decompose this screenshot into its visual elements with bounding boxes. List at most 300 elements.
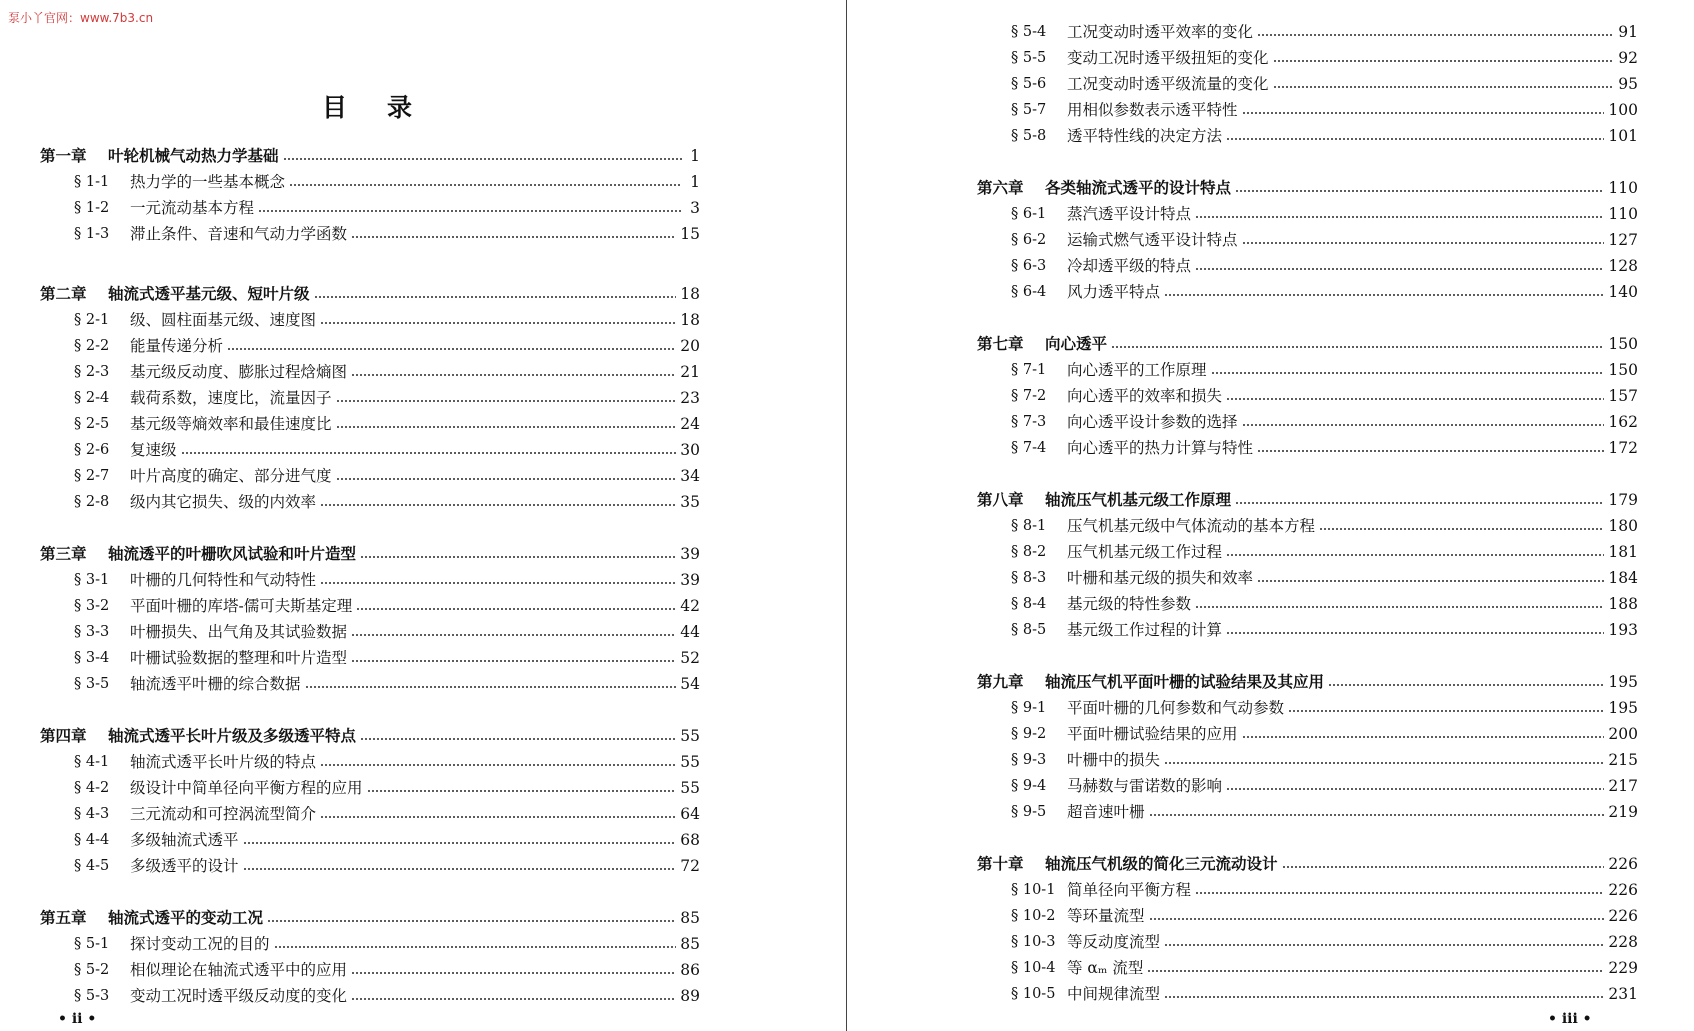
chapter-number: 第八章 — [977, 490, 1024, 509]
page-number: 128 — [1608, 257, 1638, 275]
section-title: 级设计中简单径向平衡方程的应用 — [130, 779, 363, 797]
page-number: 140 — [1608, 283, 1638, 301]
section-number: § 6-2 — [1011, 232, 1047, 248]
chapter-title: 轴流压气机基元级工作原理 — [1045, 490, 1232, 509]
page-number: 64 — [680, 805, 700, 823]
dot-leader — [1257, 34, 1614, 36]
section-title: 基元级的特性参数 — [1067, 595, 1192, 613]
section-title: 一元流动基本方程 — [130, 199, 255, 217]
section-title: 蒸汽透平设计特点 — [1067, 205, 1192, 223]
dot-leader — [1149, 918, 1605, 920]
entry-label — [74, 388, 332, 408]
chapter-number: 第五章 — [40, 908, 87, 927]
dot-leader — [360, 738, 676, 740]
toc-section-entry — [1011, 282, 1638, 302]
left-page — [0, 0, 845, 1031]
toc-section-entry — [1011, 48, 1638, 68]
entry-label — [1011, 932, 1160, 952]
watermark-text: 泵小丫官网：www.7b3.cn — [8, 11, 154, 25]
chapter-title: 轴流压气机平面叶栅的试验结果及其应用 — [1045, 672, 1325, 691]
toc-section-entry — [1011, 516, 1638, 536]
entry-label — [74, 752, 316, 772]
section-number: § 2-2 — [74, 338, 110, 354]
dot-leader — [314, 296, 677, 298]
page-number: 101 — [1608, 127, 1638, 145]
toc-section-entry — [1011, 568, 1638, 588]
toc-section-entry — [74, 856, 700, 876]
entry-label — [74, 224, 347, 244]
section-number: § 2-1 — [74, 312, 110, 328]
toc-section-entry — [1011, 438, 1638, 458]
section-title: 叶栅和基元级的损失和效率 — [1067, 569, 1254, 587]
entry-label — [74, 960, 347, 980]
toc-section-entry — [74, 622, 700, 642]
page-number: 231 — [1608, 985, 1638, 1003]
section-number: § 3-2 — [74, 598, 110, 614]
chapter-number: 第三章 — [40, 544, 87, 563]
page-number: 39 — [680, 571, 700, 589]
section-title: 能量传递分析 — [130, 337, 224, 355]
section-number: § 1-2 — [74, 200, 110, 216]
toc-section-entry — [1011, 698, 1638, 718]
dot-leader — [283, 158, 682, 160]
dot-leader — [1257, 580, 1604, 582]
section-title: 向心透平的效率和损失 — [1067, 387, 1223, 405]
toc-section-entry — [1011, 802, 1638, 822]
entry-label — [1011, 568, 1253, 588]
page-number: 179 — [1608, 491, 1638, 509]
section-title: 叶栅试验数据的整理和叶片造型 — [130, 649, 348, 667]
dot-leader — [1195, 606, 1604, 608]
dot-leader — [320, 504, 676, 506]
toc-section-entry — [74, 960, 700, 980]
chapter-number: 第六章 — [977, 178, 1024, 197]
section-title: 中间规律流型 — [1067, 985, 1161, 1003]
chapter-number: 第二章 — [40, 284, 87, 303]
toc-section-entry — [74, 674, 700, 694]
page-number: 52 — [680, 649, 700, 667]
entry-label — [1011, 126, 1222, 146]
section-number: § 7-2 — [1011, 388, 1047, 404]
toc-section-entry — [1011, 984, 1638, 1004]
section-number: § 4-5 — [74, 858, 110, 874]
section-number: § 8-5 — [1011, 622, 1047, 638]
page-number: 3 — [690, 199, 700, 217]
dot-leader — [1319, 528, 1604, 530]
section-title: 三元流动和可控涡流型简介 — [130, 805, 317, 823]
page-number: 42 — [680, 597, 700, 615]
toc-section-entry — [74, 310, 700, 330]
page-number: 215 — [1608, 751, 1638, 769]
page-number: 85 — [680, 935, 700, 953]
entry-label — [1011, 620, 1222, 640]
entry-label — [1011, 516, 1315, 536]
section-title: 透平特性线的决定方法 — [1067, 127, 1223, 145]
toc-section-entry — [1011, 412, 1638, 432]
section-number: § 7-4 — [1011, 440, 1047, 456]
dot-leader — [351, 972, 676, 974]
dot-leader — [1242, 424, 1605, 426]
dot-leader — [1226, 138, 1604, 140]
section-number: § 5-3 — [74, 988, 110, 1004]
section-title: 平面叶栅的几何参数和气动参数 — [1067, 699, 1285, 717]
section-number: § 6-3 — [1011, 258, 1047, 274]
section-title: 运输式燃气透平设计特点 — [1067, 231, 1238, 249]
dot-leader — [1235, 190, 1604, 192]
section-number: § 9-3 — [1011, 752, 1047, 768]
section-title: 级内其它损失、级的内效率 — [130, 493, 317, 511]
dot-leader — [1235, 502, 1604, 504]
section-number: § 5-8 — [1011, 128, 1047, 144]
page-number: 23 — [680, 389, 700, 407]
section-number: § 3-1 — [74, 572, 110, 588]
entry-label — [1011, 724, 1238, 744]
page-number: 55 — [680, 779, 700, 797]
dot-leader — [1226, 554, 1604, 556]
page-number: 219 — [1608, 803, 1638, 821]
chapter-number: 第九章 — [977, 672, 1024, 691]
page-number: 55 — [680, 753, 700, 771]
page-number: 226 — [1608, 855, 1638, 873]
entry-label — [1011, 360, 1207, 380]
section-number: § 5-2 — [74, 962, 110, 978]
section-title: 等环量流型 — [1067, 907, 1145, 925]
dot-leader — [320, 764, 676, 766]
section-number: § 2-3 — [74, 364, 110, 380]
dot-leader — [336, 478, 677, 480]
page-number: 72 — [680, 857, 700, 875]
section-number: § 6-1 — [1011, 206, 1047, 222]
chapter-number: 第七章 — [977, 334, 1024, 353]
toc-section-entry — [1011, 724, 1638, 744]
dot-leader — [1195, 216, 1604, 218]
page-number: 24 — [680, 415, 700, 433]
section-number: § 8-4 — [1011, 596, 1047, 612]
section-title: 基元级等熵效率和最佳速度比 — [130, 415, 332, 433]
entry-label — [1011, 386, 1222, 406]
toc-chapter-entry — [40, 726, 700, 746]
entry-label — [1011, 984, 1160, 1004]
dot-leader — [351, 236, 676, 238]
section-number: § 10-2 — [1011, 908, 1056, 924]
dot-leader — [1195, 892, 1604, 894]
toc-section-entry — [1011, 256, 1638, 276]
dot-leader — [305, 686, 677, 688]
dot-leader — [1195, 268, 1604, 270]
dot-leader — [289, 184, 682, 186]
entry-label — [74, 986, 347, 1006]
page-number: 44 — [680, 623, 700, 641]
section-number: § 4-4 — [74, 832, 110, 848]
toc-section-entry — [1011, 126, 1638, 146]
entry-label — [74, 310, 316, 330]
section-number: § 9-5 — [1011, 804, 1047, 820]
section-number: § 4-3 — [74, 806, 110, 822]
toc-section-entry — [74, 336, 700, 356]
section-title: 叶栅损失、出气角及其试验数据 — [130, 623, 348, 641]
section-number: § 3-4 — [74, 650, 110, 666]
section-number: § 2-8 — [74, 494, 110, 510]
entry-label — [74, 804, 316, 824]
section-title: 工况变动时透平效率的变化 — [1067, 23, 1254, 41]
dot-leader — [1164, 996, 1604, 998]
dot-leader — [1147, 970, 1604, 972]
section-number: § 5-1 — [74, 936, 110, 952]
entry-label — [1011, 802, 1145, 822]
entry-label — [1011, 906, 1145, 926]
page-number: 18 — [680, 285, 700, 303]
section-title: 基元级反动度、膨胀过程焓熵图 — [130, 363, 348, 381]
dot-leader — [243, 868, 677, 870]
dot-leader — [1257, 450, 1604, 452]
toc-section-entry — [74, 570, 700, 590]
toc-chapter-entry — [977, 490, 1638, 510]
toc-chapter-entry — [977, 672, 1638, 692]
entry-label — [74, 674, 301, 694]
entry-label — [74, 198, 254, 218]
chapter-title: 轴流压气机级的简化三元流动设计 — [1045, 854, 1278, 873]
page-number: 20 — [680, 337, 700, 355]
toc-chapter-entry — [977, 854, 1638, 874]
page-number: 217 — [1608, 777, 1638, 795]
dot-leader — [336, 426, 677, 428]
toc-section-entry — [74, 224, 700, 244]
dot-leader — [1273, 86, 1615, 88]
entry-label — [1011, 542, 1222, 562]
toc-section-entry — [1011, 100, 1638, 120]
toc-section-entry — [74, 648, 700, 668]
page-number: 91 — [1618, 23, 1638, 41]
dot-leader — [320, 322, 676, 324]
dot-leader — [1226, 398, 1604, 400]
toc-section-entry — [74, 388, 700, 408]
section-number: § 4-2 — [74, 780, 110, 796]
section-title: 轴流式透平长叶片级的特点 — [130, 753, 317, 771]
entry-label — [977, 672, 1324, 692]
page-number: 200 — [1608, 725, 1638, 743]
toc-section-entry — [1011, 230, 1638, 250]
section-title: 叶栅中的损失 — [1067, 751, 1161, 769]
section-number: § 8-2 — [1011, 544, 1047, 560]
entry-label — [40, 544, 356, 564]
page-number: 181 — [1608, 543, 1638, 561]
chapter-number: 第四章 — [40, 726, 87, 745]
entry-label — [74, 648, 347, 668]
page-number: 127 — [1608, 231, 1638, 249]
section-title: 变动工况时透平级反动度的变化 — [130, 987, 348, 1005]
page-number: 55 — [680, 727, 700, 745]
section-number: § 9-1 — [1011, 700, 1047, 716]
section-title: 变动工况时透平级扭矩的变化 — [1067, 49, 1269, 67]
section-title: 向心透平的热力计算与特性 — [1067, 439, 1254, 457]
toc-section-entry — [1011, 958, 1638, 978]
entry-label — [74, 934, 270, 954]
toc-chapter-entry — [40, 146, 700, 166]
section-title: 滞止条件、音速和气动力学函数 — [130, 225, 348, 243]
section-title: 向心透平设计参数的选择 — [1067, 413, 1238, 431]
toc-section-entry — [74, 362, 700, 382]
page-footer-right: • iii • — [1548, 1011, 1592, 1027]
entry-label — [74, 336, 223, 356]
section-number: § 3-3 — [74, 624, 110, 640]
page-number: 1 — [690, 147, 700, 165]
page-number: 68 — [680, 831, 700, 849]
toc-section-entry — [1011, 906, 1638, 926]
toc-chapter-entry — [40, 544, 700, 564]
section-title: 轴流透平叶栅的综合数据 — [130, 675, 301, 693]
right-page — [848, 0, 1694, 1031]
dot-leader — [351, 634, 676, 636]
dot-leader — [1211, 372, 1605, 374]
page-footer-left: • ii • — [58, 1011, 97, 1027]
section-title: 马赫数与雷诺数的影响 — [1067, 777, 1223, 795]
entry-label — [74, 778, 363, 798]
section-title: 风力透平特点 — [1067, 283, 1161, 301]
chapter-title: 叶轮机械气动热力学基础 — [108, 146, 279, 165]
section-number: § 4-1 — [74, 754, 110, 770]
section-number: § 5-7 — [1011, 102, 1047, 118]
toc-section-entry — [1011, 932, 1638, 952]
entry-label — [977, 854, 1278, 874]
toc-section-entry — [74, 414, 700, 434]
entry-label — [977, 490, 1231, 510]
dot-leader — [1149, 814, 1605, 816]
page-number: 162 — [1608, 413, 1638, 431]
page-number: 34 — [680, 467, 700, 485]
toc-section-entry — [1011, 542, 1638, 562]
page-title: 目录 — [322, 93, 453, 122]
dot-leader — [360, 556, 676, 558]
page-divider — [846, 0, 847, 1031]
toc-section-entry — [1011, 74, 1638, 94]
section-number: § 1-3 — [74, 226, 110, 242]
entry-label — [1011, 880, 1191, 900]
section-number: § 10-4 — [1011, 960, 1056, 976]
entry-label — [40, 726, 356, 746]
section-title: 简单径向平衡方程 — [1067, 881, 1192, 899]
entry-label — [74, 414, 332, 434]
page-number: 150 — [1608, 361, 1638, 379]
entry-label — [74, 440, 177, 460]
page-number: 85 — [680, 909, 700, 927]
section-title: 向心透平的工作原理 — [1067, 361, 1207, 379]
page-number: 39 — [680, 545, 700, 563]
page-number: 89 — [680, 987, 700, 1005]
page-number: 229 — [1608, 959, 1638, 977]
section-title: 平面叶栅试验结果的应用 — [1067, 725, 1238, 743]
toc-section-entry — [74, 172, 700, 192]
toc-section-entry — [74, 596, 700, 616]
section-number: § 10-1 — [1011, 882, 1056, 898]
chapter-title: 轴流式透平的变动工况 — [108, 908, 264, 927]
toc-section-entry — [1011, 750, 1638, 770]
page-number: 110 — [1608, 179, 1638, 197]
dot-leader — [336, 400, 677, 402]
page-number: 30 — [680, 441, 700, 459]
section-number: § 8-3 — [1011, 570, 1047, 586]
toc-section-entry — [1011, 620, 1638, 640]
entry-label — [1011, 204, 1191, 224]
page-number: 172 — [1608, 439, 1638, 457]
toc-section-entry — [74, 934, 700, 954]
toc-section-entry — [1011, 386, 1638, 406]
section-title: 多级透平的设计 — [130, 857, 239, 875]
entry-label — [1011, 100, 1238, 120]
toc-section-entry — [74, 198, 700, 218]
entry-label — [40, 908, 263, 928]
entry-label — [74, 622, 347, 642]
dot-leader — [1282, 866, 1605, 868]
toc-section-entry — [1011, 776, 1638, 796]
dot-leader — [1242, 242, 1605, 244]
toc-section-entry — [74, 986, 700, 1006]
section-title: 叶栅的几何特性和气动特性 — [130, 571, 317, 589]
entry-label — [74, 492, 316, 512]
entry-label — [977, 178, 1231, 198]
entry-label — [1011, 750, 1160, 770]
section-number: § 9-4 — [1011, 778, 1047, 794]
section-number: § 3-5 — [74, 676, 110, 692]
toc-section-entry — [74, 466, 700, 486]
section-number: § 2-5 — [74, 416, 110, 432]
entry-label — [1011, 230, 1238, 250]
entry-label — [74, 856, 239, 876]
page-number: 92 — [1618, 49, 1638, 67]
dot-leader — [267, 920, 676, 922]
dot-leader — [1273, 60, 1615, 62]
chapter-title: 轴流式透平基元级、短叶片级 — [108, 284, 310, 303]
page-number: 184 — [1608, 569, 1638, 587]
page-number: 188 — [1608, 595, 1638, 613]
section-number: § 5-6 — [1011, 76, 1047, 92]
toc-section-entry — [74, 804, 700, 824]
entry-label — [1011, 438, 1253, 458]
toc-section-entry — [74, 492, 700, 512]
section-title: 基元级工作过程的计算 — [1067, 621, 1223, 639]
section-number: § 5-4 — [1011, 24, 1047, 40]
dot-leader — [351, 998, 676, 1000]
section-title: 工况变动时透平级流量的变化 — [1067, 75, 1269, 93]
dot-leader — [243, 842, 677, 844]
toc-section-entry — [1011, 880, 1638, 900]
chapter-title: 向心透平 — [1045, 334, 1108, 353]
toc-chapter-entry — [40, 908, 700, 928]
section-number: § 8-1 — [1011, 518, 1047, 534]
toc-section-entry — [1011, 594, 1638, 614]
page-number: 180 — [1608, 517, 1638, 535]
dot-leader — [1226, 788, 1604, 790]
entry-label — [74, 596, 352, 616]
dot-leader — [258, 210, 682, 212]
entry-label — [40, 284, 310, 304]
dot-leader — [351, 660, 676, 662]
dot-leader — [1164, 294, 1604, 296]
toc-section-entry — [74, 752, 700, 772]
toc-section-entry — [1011, 360, 1638, 380]
section-title: 叶片高度的确定、部分进气度 — [130, 467, 332, 485]
page-number: 35 — [680, 493, 700, 511]
section-title: 多级轴流式透平 — [130, 831, 239, 849]
section-title: 平面叶栅的库塔-儒可夫斯基定理 — [130, 597, 353, 615]
chapter-number: 第十章 — [977, 854, 1024, 873]
dot-leader — [227, 348, 676, 350]
chapter-title: 轴流式透平长叶片级及多级透平特点 — [108, 726, 357, 745]
dot-leader — [181, 452, 677, 454]
entry-label — [1011, 412, 1238, 432]
section-title: 压气机基元级中气体流动的基本方程 — [1067, 517, 1316, 535]
dot-leader — [1226, 632, 1604, 634]
section-title: 复速级 — [130, 441, 177, 459]
